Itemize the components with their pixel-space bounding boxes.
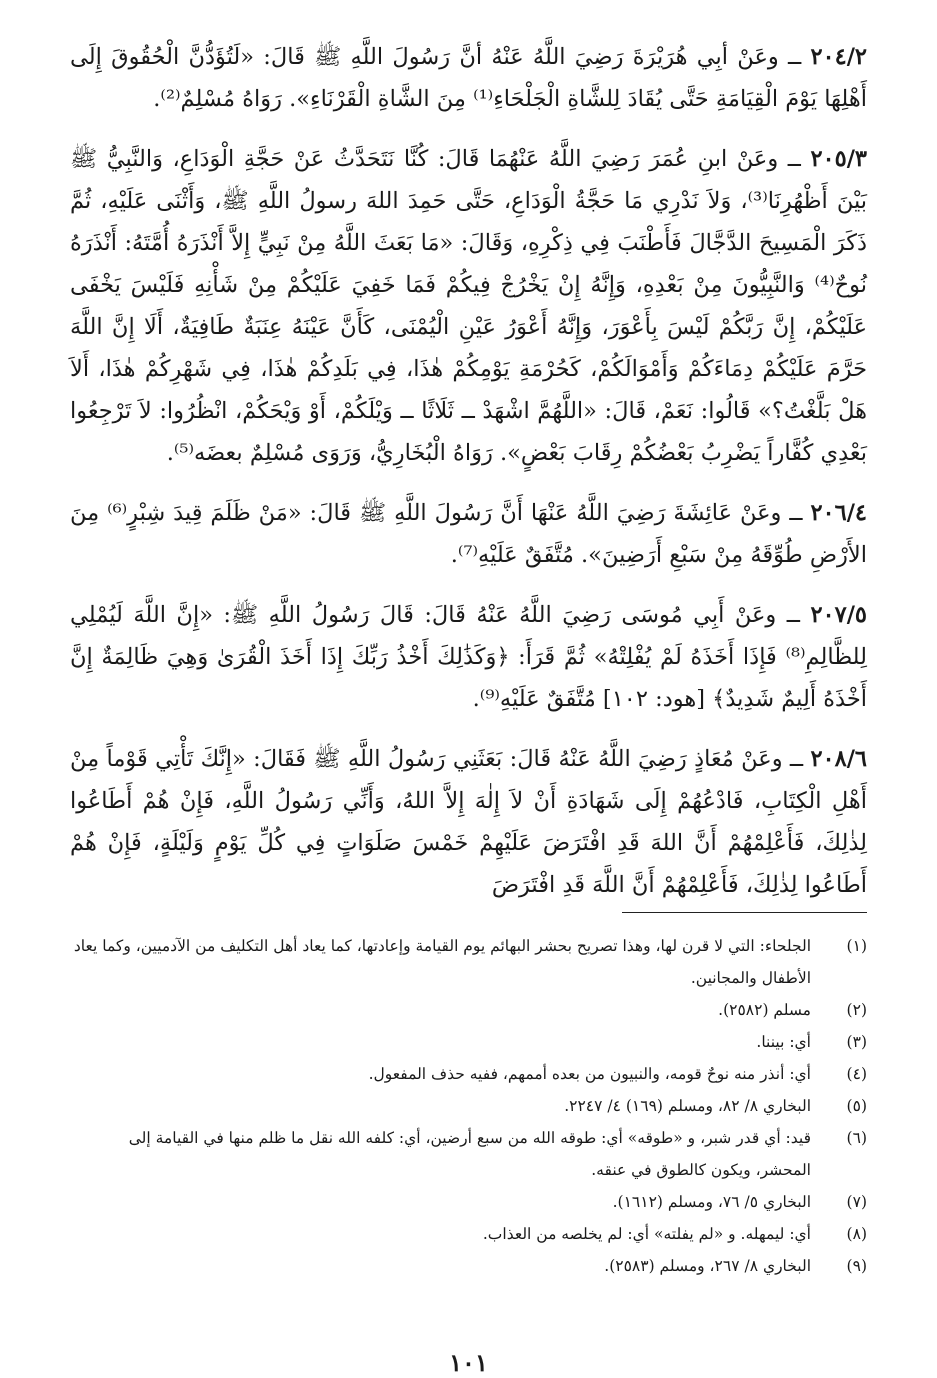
footnote-item [70, 1250, 867, 1282]
hadith-text: ــ وعَنْ ابنِ عُمَرَ رَضِيَ اللَّهُ عَنْهُمَا قَالَ: كُنَّا نَتَحَدَّثُ عَنْ حَجَّةِ الْوَدَاعِ، وَالنَّبِيُّ ﷺ بَيْنَ أَظْهُرِنَا⁽³⁾، وَلاَ نَدْرِي مَا حَجَّةُ الْوَدَاعِ، حَتَّى حَمِدَ اللهَ رسولُ اللَّهِ ﷺ، وَأَثْنَى عَلَيْهِ، ثُمَّ ذَكَرَ الْمَسِيحَ الدَّجَّالَ فَأَطْنَبَ فِي ذِكْرِهِ، وَقَالَ: «مَا بَعَثَ اللَّهُ مِنْ نَبِيٍّ إِلاَّ أَنْذَرَهُ أُمَّتَهُ: أَنْذَرَهُ نُوحٌ⁽⁴⁾ وَالنَّبِيُّونَ مِنْ بَعْدِهِ، وَإِنَّهُ إِنْ يَخْرُجْ فِيكُمْ فَمَا خَفِيَ عَلَيْكُمْ مِنْ شَأْنِهِ فَلَيْسَ يَخْفَى عَلَيْكُمْ، إِنَّ رَبَّكُمْ لَيْسَ بِأَعْوَرَ، وَإِنَّهُ أَعْوَرُ عَيْنِ الْيُمْنَى، كَأَنَّ عَيْنَهُ عِنَبَةٌ طَافِيَةٌ، أَلَا إِنَّ اللَّهَ حَرَّمَ عَلَيْكُمْ دِمَاءَكُمْ وَأَمْوَالَكُمْ، كَحُرْمَةِ يَوْمِكُمْ هٰذَا، فِي بَلَدِكُمْ هٰذَا، فِي شَهْرِكُمْ هٰذَا، أَلاَ هَلْ بَلَّغْتُ؟» قَالُوا: نَعَمْ، قَالَ: «اللَّهُمَّ اشْهَدْ ــ ثَلَاثًا ــ وَيْلَكُمْ، أَوْ وَيْحَكُمْ، انْظُرُوا: لاَ تَرْجِعُوا بَعْدِي كُفَّاراً يَضْرِبُ بَعْضُكُمْ رِقَابَ بَعْضٍ». رَوَاهُ الْبُخَارِيُّ، وَرَوَى مُسْلِمٌ بعضَه⁽⁵⁾. [70, 146, 867, 466]
footnote-item [70, 1186, 867, 1218]
footnote-text: أي: أنذر منه نوحٌ قومه، والنبيون من بعده أممهم، ففيه حذف المفعول. [368, 1065, 811, 1083]
footnote-number: (٧) [846, 1193, 867, 1211]
footnote-item [70, 1026, 867, 1058]
footnote-number: (٢) [846, 1001, 867, 1019]
footnote-number: (١) [846, 937, 867, 955]
footnote-text: البخاري ٥/ ٧٦، ومسلم (١٦١٢). [612, 1193, 811, 1211]
footnote-text: الجلحاء: التي لا قرن لها، وهذا تصريح بحشر البهائم يوم القيامة وإعادتها، كما يعاد أهل التكليف من الآدميين، وكما يعاد الأطفال والمجانين. [73, 937, 811, 987]
hadith-number: ٢٠٨/٦ [810, 746, 867, 772]
hadith-entry [70, 138, 867, 474]
footnote-text: أي: بيننا. [756, 1033, 811, 1051]
footnote-number: (٤) [846, 1065, 867, 1083]
hadith-text: ــ وعَنْ أَبِي مُوسَى رَضِيَ اللَّهُ عَنْهُ قَالَ: قَالَ رَسُولُ اللَّهِ ﷺ: «إِنَّ اللَّهَ لَيُمْلِي لِلظَّالِمِ⁽⁸⁾ فَإِذَا أَخَذَهُ لَمْ يُفْلِتْهُ» ثُمَّ قَرَأَ: ﴿وَكَذَٰلِكَ أَخْذُ رَبِّكَ إِذَا أَخَذَ الْقُرَىٰ وَهِيَ ظَالِمَةٌ إِنَّ أَخْذَهُ أَلِيمٌ شَدِيدٌ﴾ [هود: ١٠٢] مُتَّفَقٌ عَلَيْهِ⁽⁹⁾. [70, 602, 867, 712]
footnotes-list [70, 930, 867, 1282]
footnote-text: قيد: أي قدر شبر، و «طوقه» أي: طوقه الله من سبع أرضين، أي: كلفه الله نقل ما ظلم منها في القيامة إلى المحشر، ويكون كالطوق في عنقه. [128, 1129, 811, 1179]
footnote-text: البخاري ٨/ ٢٦٧، ومسلم (٢٥٨٣). [604, 1257, 811, 1275]
footnote-number: (٩) [846, 1257, 867, 1275]
footnote-item [70, 1218, 867, 1250]
hadith-entry [70, 594, 867, 720]
page-number: ١٠١ [449, 1348, 488, 1377]
footnote-text: مسلم (٢٥٨٢). [718, 1001, 811, 1019]
footnote-item [70, 1090, 867, 1122]
footnote-item [70, 1058, 867, 1090]
hadith-list [70, 36, 867, 906]
footnote-number: (٨) [846, 1225, 867, 1243]
book-page [70, 36, 867, 1378]
hadith-number: ٢٠٥/٣ [810, 146, 867, 172]
hadith-entry [70, 36, 867, 120]
footnote-item [70, 1122, 867, 1186]
footnote-item [70, 930, 867, 994]
footnote-text: البخاري ٨/ ٨٢، ومسلم (١٦٩) ٤/ ٢٢٤٧. [564, 1097, 811, 1115]
hadith-number: ٢٠٦/٤ [810, 500, 868, 526]
hadith-number: ٢٠٤/٢ [810, 44, 867, 70]
hadith-number: ٢٠٧/٥ [810, 602, 868, 628]
hadith-text: ــ وعَنْ عَائِشَةَ رَضِيَ اللَّهُ عَنْهَا أَنَّ رَسُولَ اللَّهِ ﷺ قَالَ: «مَنْ ظَلَمَ قِيدَ شِبْرٍ⁽⁶⁾ مِنَ الأَرْضِ طُوِّقَهُ مِنْ سَبْعِ أَرَضِينَ». مُتَّفَقٌ عَلَيْهِ⁽⁷⁾. [70, 500, 867, 568]
hadith-text: ــ وعَنْ مُعَاذٍ رَضِيَ اللَّهُ عَنْهُ قَالَ: بَعَثَنِي رَسُولُ اللَّهِ ﷺ فَقَالَ: «إِنَّكَ تَأْتِي قَوْماً مِنْ أَهْلِ الْكِتَابِ، فَادْعُهُمْ إِلَى شَهَادَةِ أَنْ لاَ إِلٰهَ إِلاَّ اللهُ، وَأَنِّي رَسُولُ اللَّهِ، فَإِنْ هُمْ أَطَاعُوا لِذٰلِكَ، فَأَعْلِمْهُمْ أَنَّ اللهَ قَدِ افْتَرَضَ عَلَيْهِمْ خَمْسَ صَلَوَاتٍ فِي كُلِّ يَوْمٍ وَلَيْلَةٍ، فَإِنْ هُمْ أَطَاعُوا لِذٰلِكَ، فَأَعْلِمْهُمْ أَنَّ اللَّهَ قَدِ افْتَرَضَ [70, 746, 867, 898]
hadith-entry [70, 492, 867, 576]
hadith-entry [70, 738, 867, 906]
footnote-number: (٦) [846, 1129, 867, 1147]
footnote-item [70, 994, 867, 1026]
footnote-number: (٣) [846, 1033, 867, 1051]
footnote-text: أي: ليمهله. و «لم يفلته» أي: لم يخلصه من العذاب. [482, 1225, 811, 1243]
footnote-number: (٥) [846, 1097, 867, 1115]
hadith-text: ــ وعَنْ أبِي هُرَيْرَةَ رَضِيَ اللَّهُ عَنْهُ أنَّ رَسُولَ اللَّهِ ﷺ قَالَ: «لَتُؤَدُّنَّ الْحُقُوقَ إِلَى أَهْلِهَا يَوْمَ الْقِيَامَةِ حَتَّى يُقَادَ لِلشَّاةِ الْجَلْحَاءِ⁽¹⁾ مِنَ الشَّاةِ الْقَرْنَاءِ». رَوَاهُ مُسْلِمٌ⁽²⁾. [70, 44, 867, 112]
footnote-divider [622, 912, 867, 913]
